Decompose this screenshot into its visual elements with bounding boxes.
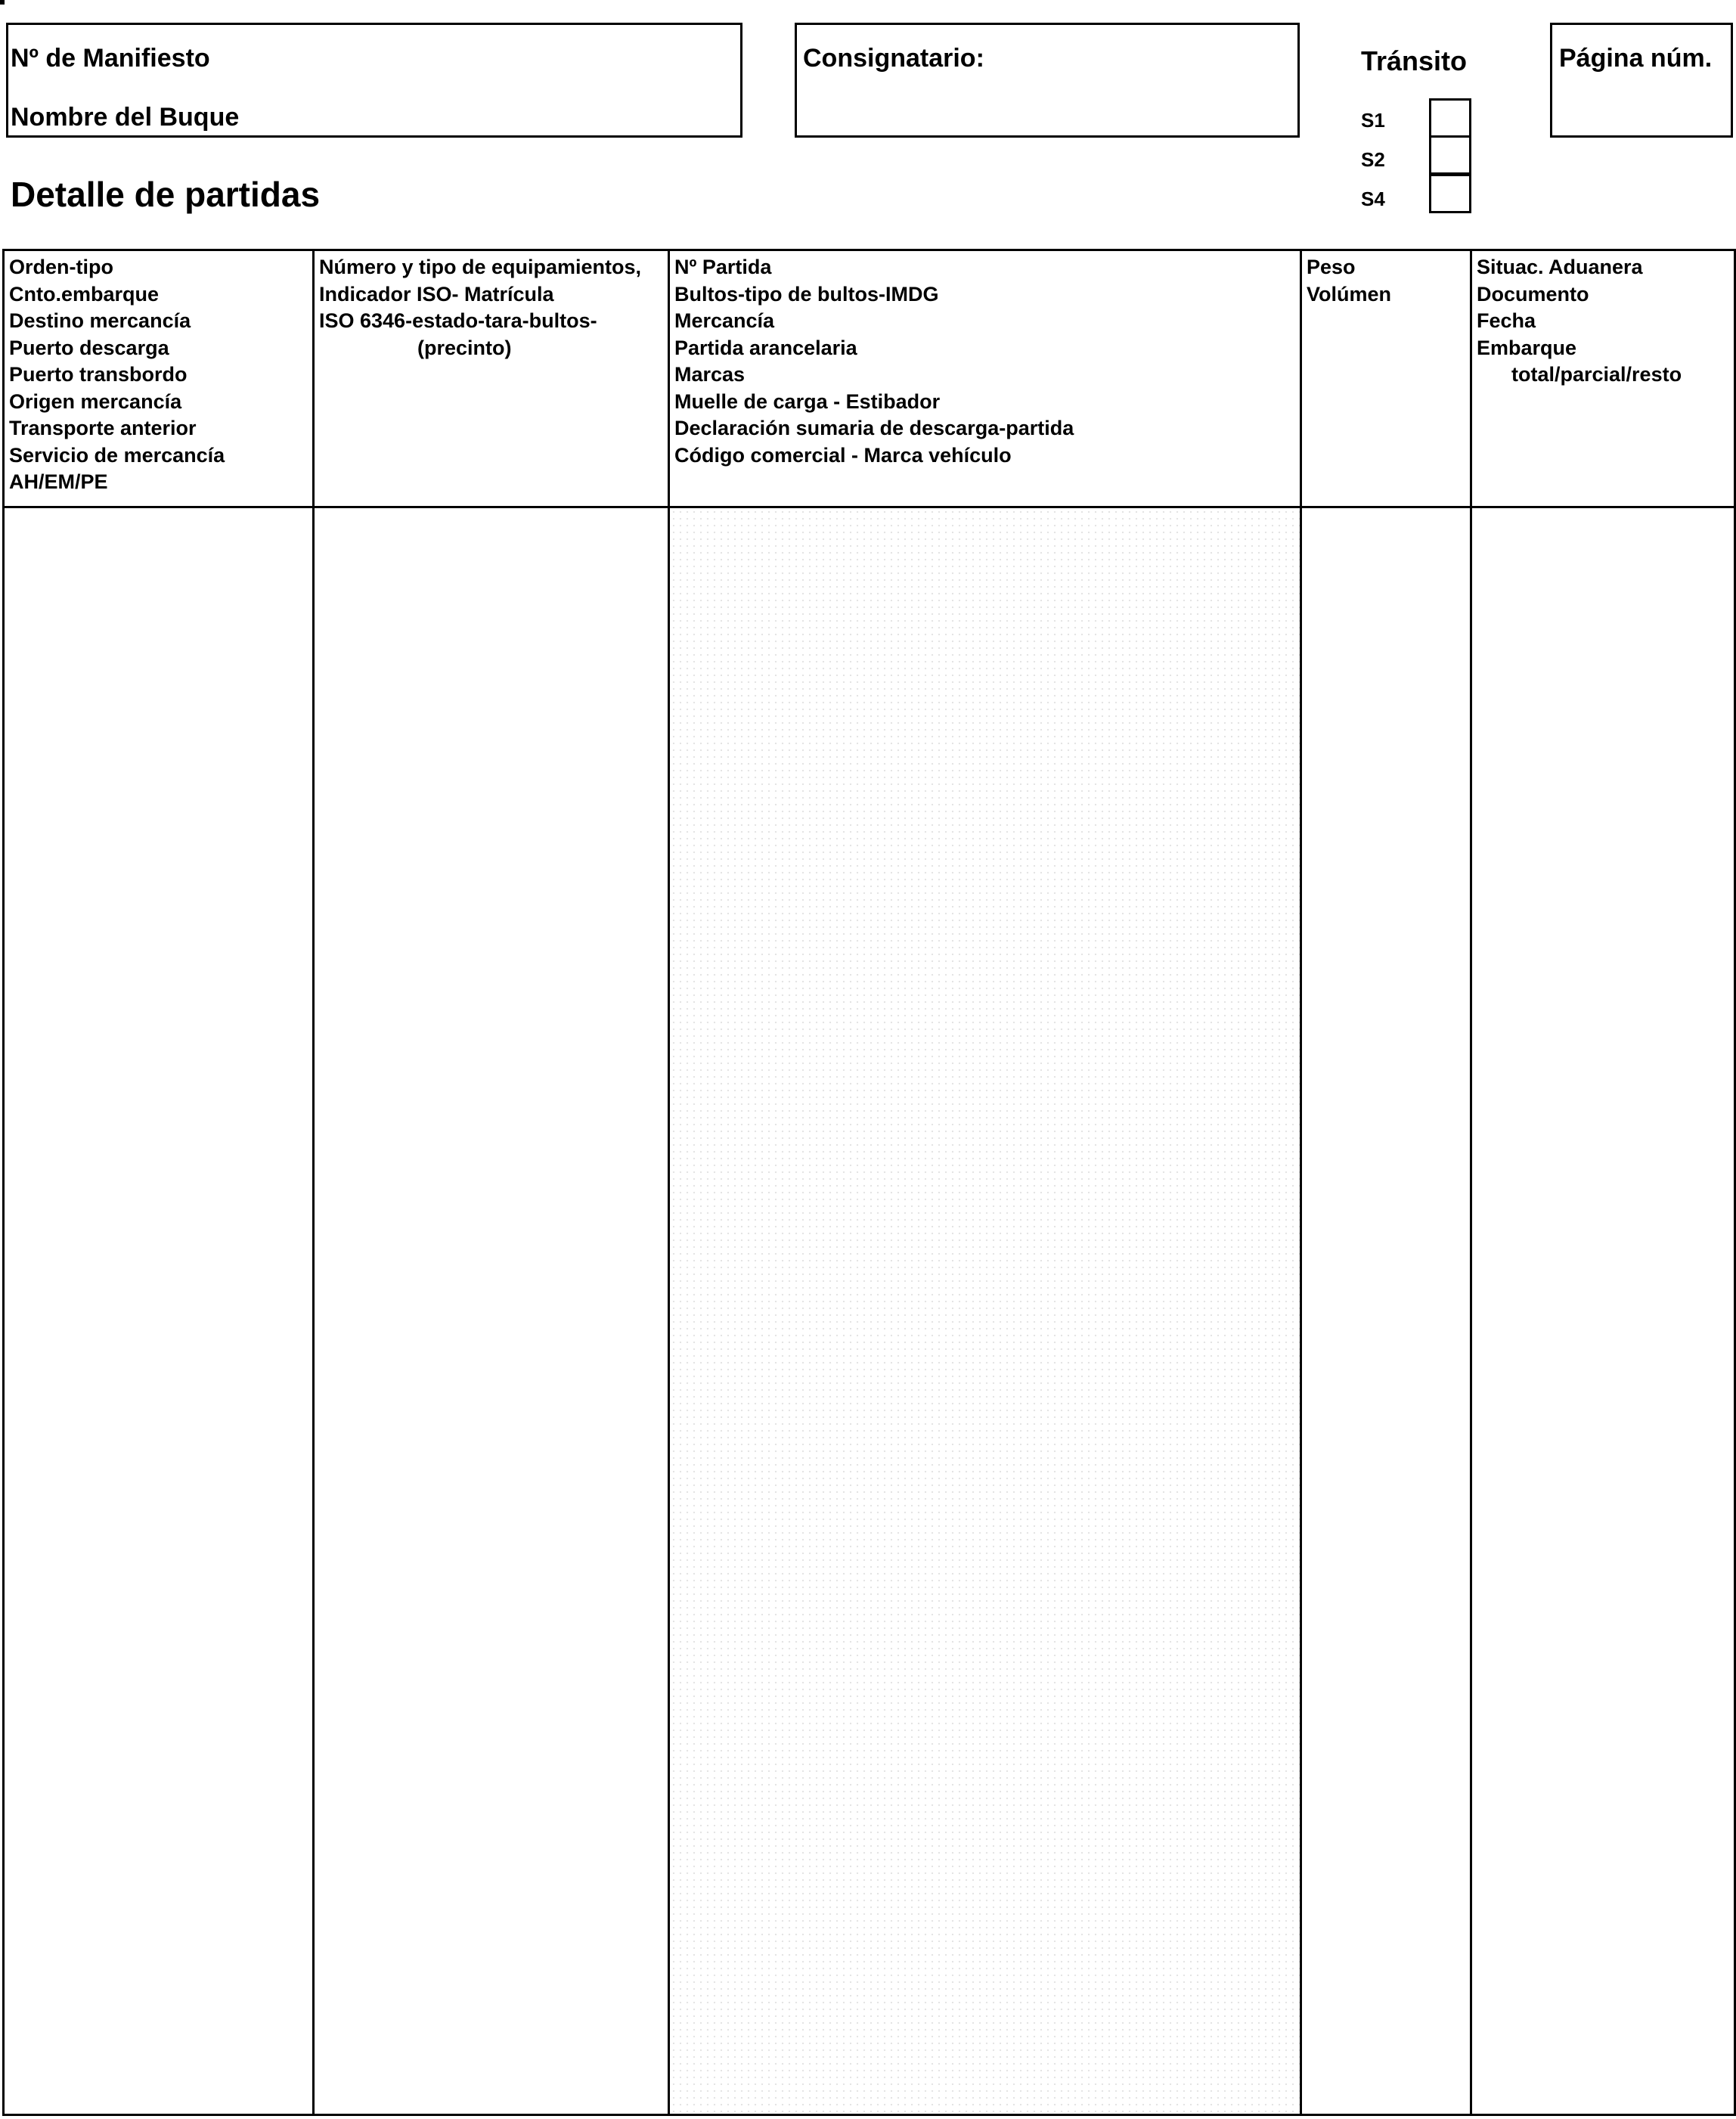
transit-s4-checkbox[interactable]	[1429, 174, 1471, 213]
header-line: Puerto transbordo	[9, 363, 188, 386]
header-line: Declaración sumaria de descarga-partida	[674, 417, 1074, 439]
header-line: AH/EM/PE	[9, 470, 108, 493]
header-line: ISO 6346-estado-tara-bultos-	[319, 309, 597, 332]
page-number-label: Página núm.	[1559, 44, 1713, 73]
header-line: Puerto descarga	[9, 336, 169, 359]
transit-s2-label: S2	[1361, 148, 1385, 171]
header-line: Embarque	[1477, 336, 1577, 359]
body-cell-equipment[interactable]	[314, 507, 669, 2115]
header-col-item	[669, 250, 1301, 507]
header-line: Destino mercancía	[9, 309, 191, 332]
manifest-number-label: Nº de Manifiesto	[11, 44, 210, 73]
header-col-order	[4, 250, 314, 507]
transit-s4-label: S4	[1361, 188, 1385, 210]
manifest-box	[0, 0, 5, 5]
header-line: (precinto)	[417, 336, 512, 359]
header-line: Número y tipo de equipamientos,	[319, 256, 642, 278]
header-col-equipment	[314, 250, 669, 507]
header-line: Peso	[1307, 256, 1356, 278]
header-line: Transporte anterior	[9, 417, 197, 439]
vessel-name-label: Nombre del Buque	[11, 103, 240, 132]
header-line: Volúmen	[1307, 282, 1392, 306]
header-line: Indicador ISO- Matrícula	[319, 282, 554, 306]
header-line: total/parcial/resto	[1511, 363, 1682, 386]
section-title: Detalle de partidas	[11, 175, 321, 214]
header-line: Código comercial - Marca vehículo	[674, 443, 1012, 467]
consignee-box	[795, 23, 1300, 138]
table-body-row	[4, 507, 1735, 2115]
transit-label: Tránsito	[1361, 45, 1468, 76]
header-line: Bultos-tipo de bultos-IMDG	[674, 282, 939, 306]
detail-table	[2, 249, 1736, 2116]
body-cell-customs[interactable]	[1471, 507, 1735, 2115]
body-cell-weight[interactable]	[1301, 507, 1471, 2115]
transit-s2-checkbox[interactable]	[1429, 135, 1471, 175]
transit-s1-checkbox[interactable]	[1429, 98, 1471, 138]
body-cell-order[interactable]	[4, 507, 314, 2115]
header-line: Marcas	[674, 363, 746, 386]
header-line: Fecha	[1477, 309, 1536, 332]
header-line: Cnto.embarque	[9, 282, 160, 306]
header-line: Origen mercancía	[9, 389, 182, 413]
page-number-box	[1550, 23, 1733, 138]
header-line: Documento	[1477, 282, 1589, 306]
header-line: Servicio de mercancía	[9, 443, 225, 467]
header-col-customs	[1471, 250, 1735, 507]
transit-s1-label: S1	[1361, 109, 1385, 132]
header-line: Partida arancelaria	[674, 336, 857, 359]
header-line: Situac. Aduanera	[1477, 256, 1643, 278]
header-col-weight	[1301, 250, 1471, 507]
header-line: Mercancía	[674, 309, 775, 332]
consignee-label: Consignatario:	[803, 44, 984, 73]
body-cell-item[interactable]	[669, 507, 1301, 2115]
table-header-row	[4, 250, 1735, 507]
header-line: Nº Partida	[674, 256, 772, 278]
header-line: Orden-tipo	[9, 256, 113, 278]
header-line: Muelle de carga - Estibador	[674, 389, 941, 413]
